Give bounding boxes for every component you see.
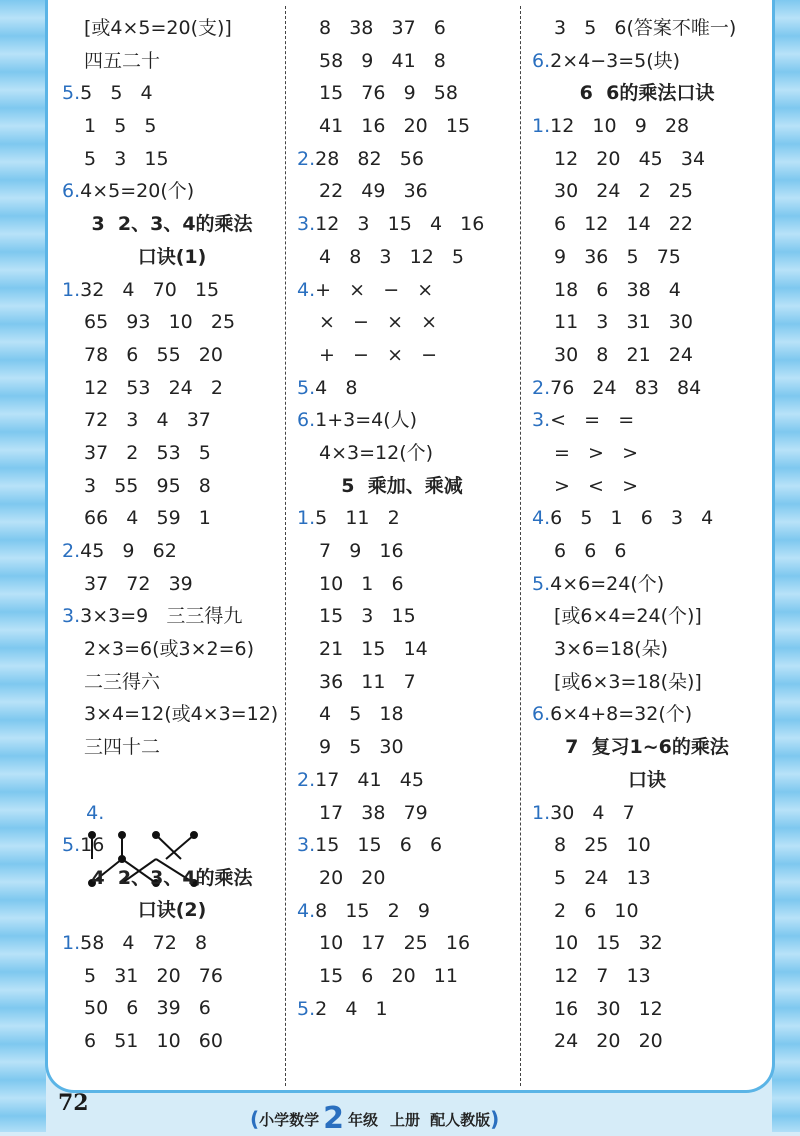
column-right — [532, 12, 762, 1058]
answer-line: + − × − — [319, 343, 438, 366]
answer-line: 9 5 30 — [319, 736, 404, 759]
section-heading: 5 乘加、乘减 — [341, 474, 463, 497]
answer-line: 15 3 15 — [319, 605, 416, 628]
answer-line: 41 16 20 15 — [319, 115, 471, 138]
answer-line: 7 9 16 — [319, 540, 404, 562]
answer-line: 50 6 39 6 — [84, 997, 211, 1020]
footer-volume: 上册 — [390, 1110, 421, 1129]
answer-line: 24 20 20 — [554, 1030, 663, 1053]
answer-line: 22 49 36 — [319, 180, 428, 203]
answer-line: 11 3 31 30 — [554, 311, 693, 334]
answer-line: 12 53 24 2 — [84, 376, 223, 399]
page-number: 72 — [58, 1090, 89, 1116]
answer-line: 3 5 6(答案不唯一) — [554, 17, 737, 39]
answer-line: 37 72 39 — [84, 572, 193, 595]
answer-line: 36 11 7 — [319, 670, 416, 693]
answer-line: 4 8 3 12 5 — [319, 245, 465, 268]
footer-book-info — [250, 1101, 500, 1136]
answer-line: 1.30 4 7 — [532, 801, 635, 824]
footer-grade-text: 年级 — [348, 1110, 379, 1129]
right-wave-border — [772, 0, 800, 1132]
answer-line: 6.1+3=4(人) — [297, 409, 418, 432]
answer-line: 5.4×6=24(个) — [532, 572, 665, 595]
answer-line-matching: 4. — [62, 764, 282, 829]
answer-line: 2.28 82 56 — [297, 147, 424, 170]
answer-line: 72 3 4 37 — [84, 409, 211, 432]
answer-line: 5 3 15 — [84, 147, 169, 170]
footer-subject: 小学数学 — [259, 1110, 320, 1129]
answer-line: 5.2 4 1 — [297, 997, 388, 1020]
answer-line: 6 12 14 22 — [554, 213, 693, 236]
footer-grade-number: 2 — [323, 1101, 345, 1136]
answer-line: [或4×5=20(支)] — [84, 17, 232, 39]
match-line — [156, 835, 181, 859]
section-heading: 口诀(1) — [137, 245, 207, 268]
section-heading: 口诀(2) — [137, 899, 207, 922]
answer-line: 3×6=18(朵) — [554, 638, 669, 661]
column-middle — [297, 12, 507, 1025]
answer-line: [或6×3=18(朵)] — [554, 670, 702, 693]
answer-line: 9 36 5 75 — [554, 245, 681, 268]
answer-line: 1.58 4 72 8 — [62, 931, 208, 954]
answer-line: 65 93 10 25 — [84, 311, 236, 334]
answer-line: 6 6 6 — [554, 540, 627, 562]
section-heading: 6 6的乘法口诀 — [579, 82, 715, 105]
answer-line: 37 2 53 5 — [84, 441, 211, 464]
answer-line: 21 15 14 — [319, 638, 428, 661]
answer-line: 1 5 5 — [84, 115, 157, 138]
answer-line: 四五二十 — [84, 49, 161, 72]
answer-line: 8 38 37 6 — [319, 17, 446, 39]
answer-line: 15 76 9 58 — [319, 82, 458, 105]
answer-line: 3.15 15 6 6 — [297, 834, 443, 857]
answer-line: 5 24 13 — [554, 866, 651, 889]
answer-line: 17 38 79 — [319, 801, 428, 824]
answer-line: 20 20 — [319, 866, 386, 889]
column-left — [62, 12, 282, 1058]
answer-line: 5.5 5 4 — [62, 82, 153, 105]
answer-line: 2.17 41 45 — [297, 768, 424, 791]
answer-line: 6.2×4−3=5(块) — [532, 49, 681, 72]
answer-line: 16 30 12 — [554, 997, 663, 1020]
answer-line: 12 20 45 34 — [554, 147, 706, 170]
answer-line: 30 8 21 24 — [554, 343, 693, 366]
answer-line: 2×3=6(或3×2=6) — [84, 638, 255, 661]
answer-line: 5 31 20 76 — [84, 964, 223, 987]
answer-line: × − × × — [319, 311, 438, 334]
section-heading: 7 复习1~6的乘法 — [565, 736, 729, 759]
answer-line: 3.< = = — [532, 409, 635, 432]
answer-line: 4.8 15 2 9 — [297, 899, 430, 922]
column-divider — [520, 6, 521, 1086]
answer-line: 二三得六 — [84, 670, 161, 693]
answer-line: 6.4×5=20(个) — [62, 180, 195, 203]
left-wave-border — [0, 0, 46, 1132]
answer-line: 三四十二 — [84, 736, 161, 759]
answer-line: [或6×4=24(个)] — [554, 605, 702, 628]
answer-line: 4.6 5 1 6 3 4 — [532, 507, 714, 530]
match-line — [166, 835, 194, 859]
answer-line: 2 6 10 — [554, 899, 639, 922]
answer-line: 30 24 2 25 — [554, 180, 693, 203]
answer-line: 1.5 11 2 — [297, 507, 400, 530]
section-heading: 3 2、3、4的乘法 — [91, 213, 253, 236]
answer-line: 3.12 3 15 4 16 — [297, 213, 485, 236]
answer-line: > < > — [554, 474, 638, 497]
answer-line: 58 9 41 8 — [319, 49, 446, 72]
answer-line: 8 25 10 — [554, 834, 651, 857]
section-heading: 口诀 — [627, 768, 666, 791]
answer-line: 4 5 18 — [319, 703, 404, 726]
footer-open-brace: ( — [250, 1107, 260, 1131]
answer-line: 5.16 — [62, 833, 105, 856]
answer-line: 10 15 32 — [554, 932, 663, 955]
answer-line: 3×4=12(或4×3=12) — [84, 703, 279, 726]
answer-line: 4.+ × − × — [297, 278, 434, 301]
answer-line: 1.12 10 9 28 — [532, 115, 690, 138]
answer-line: = > > — [554, 441, 638, 464]
answer-line: 6 51 10 60 — [84, 1029, 223, 1052]
answer-line: 6.6×4+8=32(个) — [532, 703, 693, 726]
answer-line: 5.4 8 — [297, 376, 358, 399]
answer-line: 2.76 24 83 84 — [532, 376, 702, 399]
answer-line: 10 17 25 16 — [319, 932, 471, 955]
answer-line: 18 6 38 4 — [554, 278, 681, 301]
answer-line: 10 1 6 — [319, 572, 404, 595]
answer-line: 4×3=12(个) — [319, 441, 434, 464]
answer-line: 12 7 13 — [554, 964, 651, 987]
answer-line: 66 4 59 1 — [84, 507, 211, 530]
section-heading: 4 2、3、4的乘法 — [91, 866, 253, 889]
answer-line: 2.45 9 62 — [62, 540, 177, 562]
column-divider — [285, 6, 286, 1086]
answer-line: 78 6 55 20 — [84, 343, 223, 366]
footer-close-brace: ) — [490, 1107, 500, 1131]
answer-line: 1.32 4 70 15 — [62, 278, 220, 301]
answer-line: 3.3×3=9 三三得九 — [62, 605, 243, 628]
answer-line: 15 6 20 11 — [319, 964, 458, 987]
answer-line: 3 55 95 8 — [84, 474, 211, 497]
footer-edition: 配人教版 — [430, 1110, 491, 1129]
